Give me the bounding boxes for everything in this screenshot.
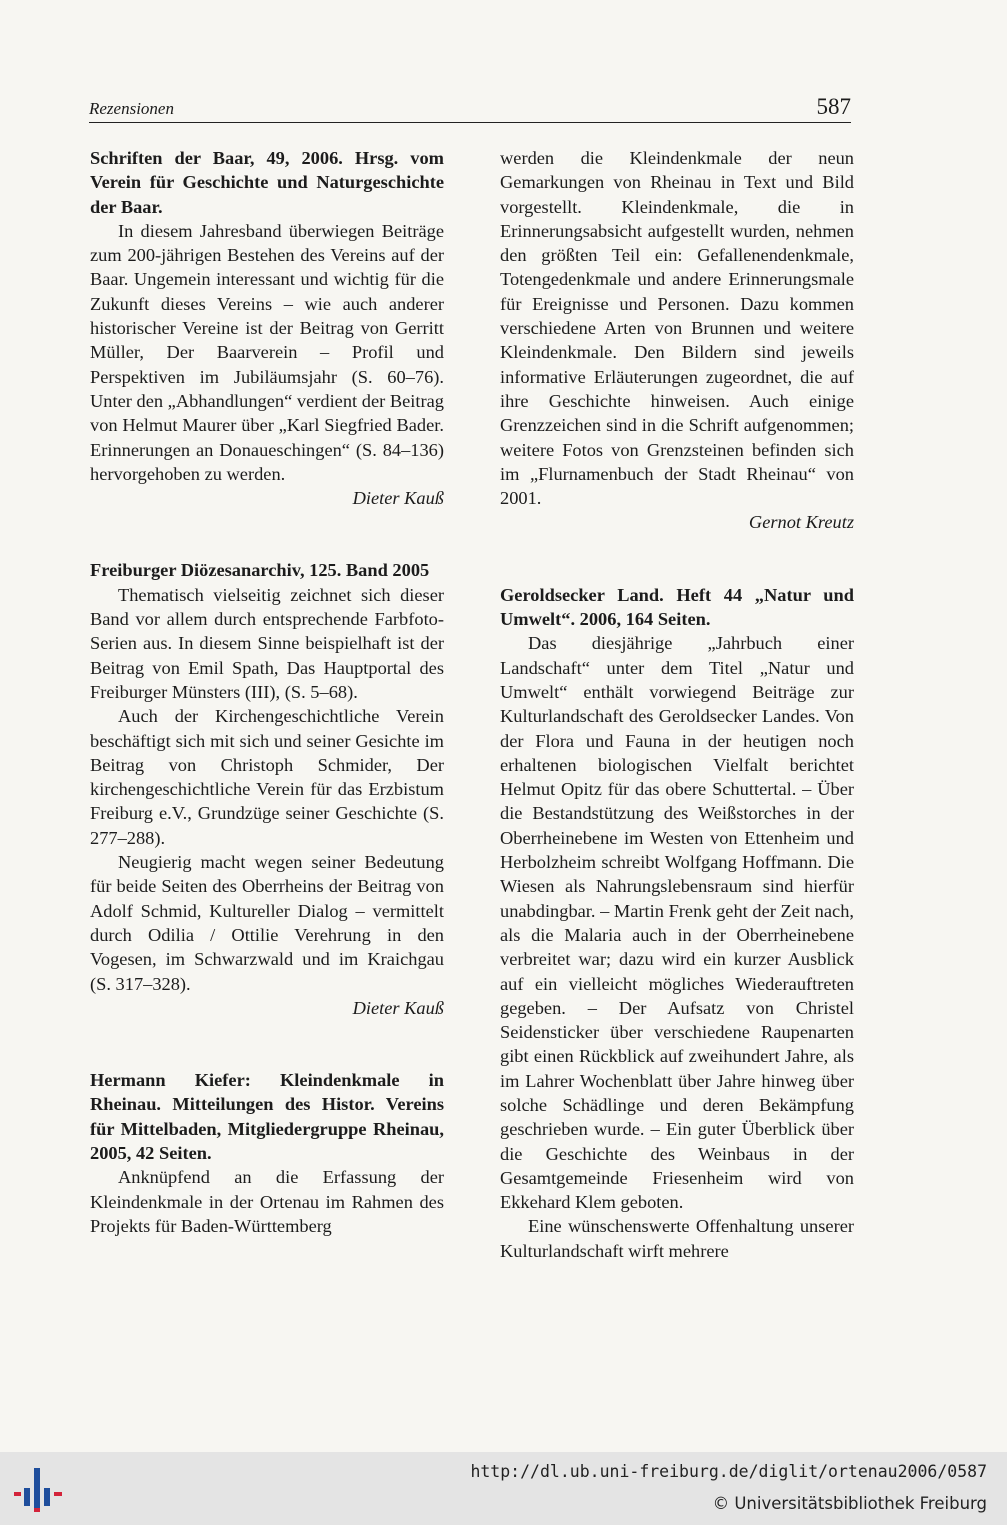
ub-freiburg-logo-icon — [12, 1464, 64, 1516]
review-title: Freiburger Diözesanarchiv, 125. Band 2005 — [90, 560, 430, 581]
review-kleindenkmale-rheinau-continued — [500, 146, 854, 535]
page-number: 587 — [816, 94, 851, 119]
source-url[interactable]: http://dl.ub.uni-freiburg.de/diglit/ortenau2006/0587 — [470, 1462, 987, 1481]
copyright-notice: © Universitätsbibliothek Freiburg — [712, 1494, 987, 1513]
review-title: Schriften der Baar, 49, 2006. Hrsg. vom Verein für Geschichte und Naturgeschichte der Baar. — [90, 148, 444, 217]
review-author: Dieter Kauß — [352, 488, 444, 509]
review-title: Geroldsecker Land. Heft 44 „Natur und Umwelt“. 2006, 164 Seiten. — [500, 584, 854, 630]
right-column — [500, 146, 854, 1263]
review-geroldsecker-land — [500, 583, 854, 1263]
review-title: Hermann Kiefer: Kleindenkmale in Rheinau. Mitteilungen des Histor. Vereins für Mittelbaden, Mitgliedergruppe Rheinau, 2005, 42 Seiten. — [90, 1070, 444, 1163]
review-paragraph: Auch der Kirchengeschichtliche Verein beschäftigt sich mit sich und seiner Gesichte im Beitrag von Christoph Schmider, Der kirchengeschichtliche Verein für das Erzbistum Freiburg e.V., Grundzüge seiner Geschichte (S. 277–288). — [90, 706, 444, 848]
review-author: Gernot Kreutz — [748, 512, 854, 533]
review-paragraph: Thematisch vielseitig zeichnet sich dieser Band vor allem durch entsprechende Farbfoto-Serien aus. In diesem Sinne beispielhaft ist der Beitrag von Emil Spath, Das Hauptportal des Freiburger Münsters (III), (S. 5–68). — [90, 584, 444, 702]
left-column — [90, 146, 444, 1238]
review-paragraph: In diesem Jahresband überwiegen Beiträge zum 200-jährigen Bestehen des Vereins auf der Baar. Ungemein interessant und wichtig für die Zukunft dieses Vereins – wie auch anderer historischer Vereine ist der Beitrag von Gerritt Müller, Der Baarverein – Profil und Perspektiven im Jubiläumsjahr (S. 60–76). Unter den „Abhandlungen“ verdient der Beitrag von Helmut Maurer über „Karl Siegfried Bader. Erinnerungen an Donaueschingen“ (S. 84–136) hervorgehoben zu werden. — [90, 220, 444, 484]
section-title: Rezensionen — [89, 99, 174, 118]
review-author: Dieter Kauß — [352, 997, 444, 1018]
review-kleindenkmale-rheinau — [90, 1068, 444, 1238]
review-freiburger-dioezesanarchiv — [90, 558, 444, 1020]
review-paragraph: werden die Kleindenkmale der neun Gemarkungen von Rheinau in Text und Bild vorgestellt. Kleindenkmale, die in Erinnerungsabsicht aufgestellt wurden, nehmen den größten Teil ein: Gefallenendenkmale, Totengedenkmale und andere Erinnerungsmale für Ereignisse und Personen. Dazu kommen verschiedene Arten von Brunnen und weitere Kleindenkmale. Den Bildern sind jeweils informative Erläuterungen zugeordnet, die auf ihre Geschichte hinweisen. Auch einige Grenzzeichen sind in die Schrift aufgenommen; weitere Fotos von Grenzsteinen befinden sich im „Flurnamenbuch der Stadt Rheinau“ von 2001. — [500, 148, 854, 509]
running-head — [89, 96, 851, 123]
digitization-footer — [0, 1452, 1007, 1525]
review-paragraph: Das diesjährige „Jahrbuch einer Landschaft“ unter dem Titel „Natur und Umwelt“ enthält vorwiegend Beiträge zur Kulturlandschaft des Geroldsecker Landes. Von der Flora und Fauna in der heutigen noch erhaltenen biologischen Vielfalt berichtet Helmut Opitz für das obere Schuttertal. – Über die Bestandstützung des Weißstorches in der Oberrheinebene im Westen von Ettenheim und Herbolzheim schreibt Wolfgang Hoffmann. Die Wiesen als Nahrungslebensraum sind hierfür unabdingbar. – Martin Frenk geht der Zeit nach, als die Malaria auch in der Oberrheinebene verbreitet war; dazu wird ein kurzer Ausblick auf ein vielleicht mögliches Wiederauftreten gegeben. – Der Aufsatz von Christel Seidensticker über verschiedene Raupenarten gibt einen Rückblick auf zweihundert Jahre, als im Lahrer Wochenblatt über Jahre hinweg über solche Schädlinge und deren Bekämpfung geschrieben wurde. – Ein guter Überblick über die Geschichte des Weinbaus in der Gesamtgemeinde Friesenheim wird von Ekkehard Klem geboten. — [500, 633, 854, 1213]
review-paragraph: Neugierig macht wegen seiner Bedeutung für beide Seiten des Oberrheins der Beitrag von Adolf Schmid, Kultureller Dialog – vermittelt durch Odilia / Ottilie Verehrung in den Vogesen, im Schwarzwald und im Kraichgau (S. 317–328). — [90, 852, 444, 994]
review-paragraph: Anknüpfend an die Erfassung der Kleindenkmale in der Ortenau im Rahmen des Projekts für Baden-Württemberg — [90, 1167, 444, 1236]
review-paragraph: Eine wünschenswerte Offenhaltung unserer Kulturlandschaft wirft mehrere — [500, 1216, 854, 1261]
review-schriften-der-baar — [90, 146, 444, 510]
